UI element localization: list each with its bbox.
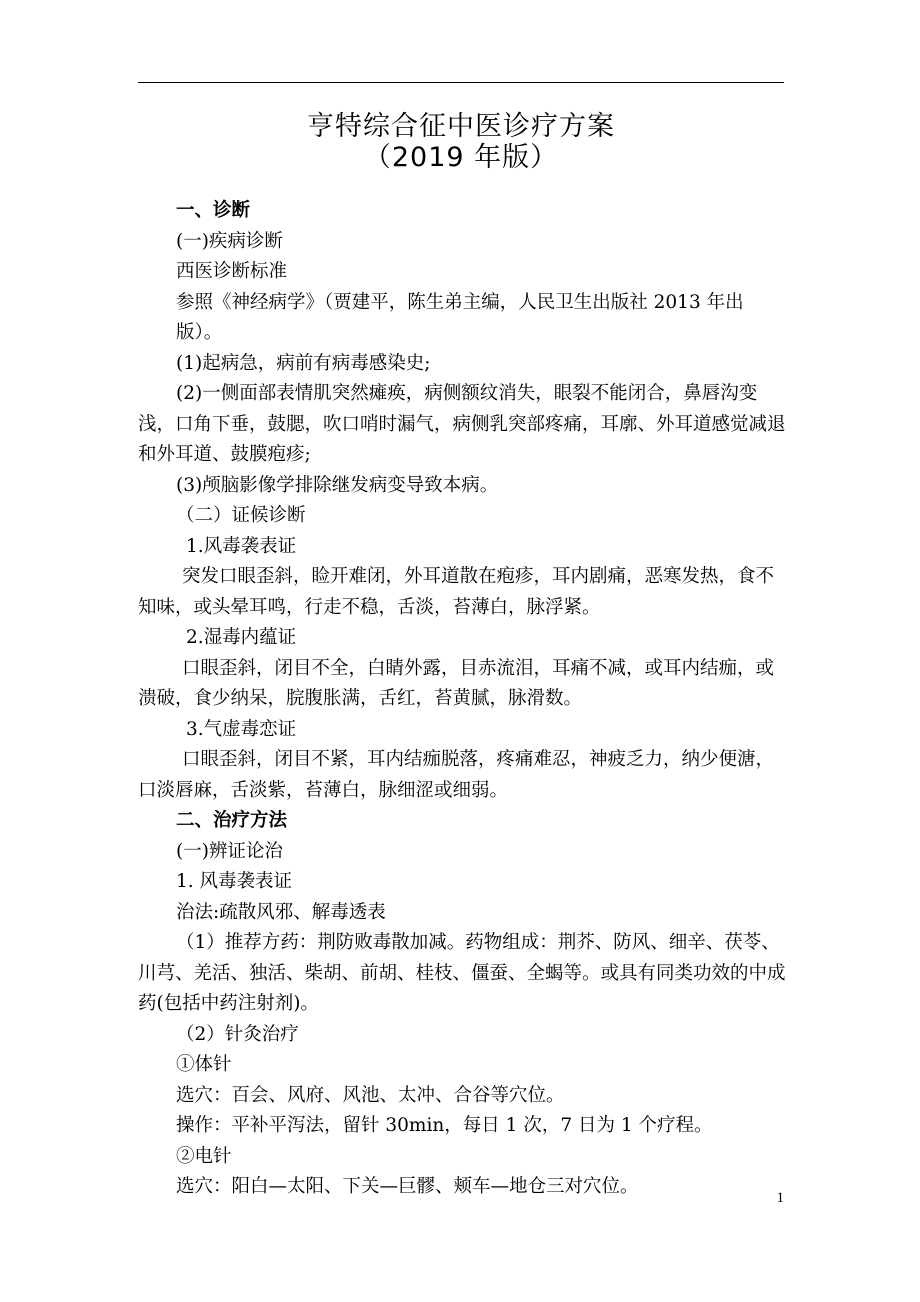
body-line: (3)颅脑影像学排除继发病变导致本病。 xyxy=(176,474,499,496)
page-number: 1 xyxy=(776,1190,784,1206)
section-heading: 一、诊断 xyxy=(176,200,251,221)
body-line: 选穴：阳白—太阳、下关—巨髎、颊车—地仓三对穴位。 xyxy=(176,1176,639,1197)
body-line: 操作：平补平泻法，留针 30min，每日 1 次，7 日为 1 个疗程。 xyxy=(176,1115,713,1136)
header-rule xyxy=(138,82,784,83)
body-paragraph: （1）推荐方药：荆防败毒散加减。药物组成：荆芥、防风、细辛、茯苓、川芎、羌活、独活、柴胡、前胡、桂枝、僵蚕、全蝎等。或具有同类功效的中成药(包括中药注射剂)。 xyxy=(138,932,786,1014)
body-line: ②电针 xyxy=(176,1145,232,1167)
pattern-heading: 3.气虚毒恋证 xyxy=(186,718,297,740)
body-paragraph: 口眼歪斜，闭目不紧，耳内结痂脱落，疼痛难忍，神疲乏力，纳少便溏，口淡唇麻，舌淡紫，苔薄白，脉细涩或细弱。 xyxy=(138,749,775,801)
body-line: 参照《神经病学》（贾建平，陈生弟主编，人民卫生出版社 2013 年出版）。 xyxy=(176,291,744,343)
subsection-heading: （二）证候诊断 xyxy=(176,505,306,526)
subsection-heading: (一)辨证论治 xyxy=(176,840,283,862)
section-heading: 二、治疗方法 xyxy=(176,810,288,831)
body-line: （2）针灸治疗 xyxy=(176,1023,299,1045)
body-line: 西医诊断标准 xyxy=(176,261,288,282)
body-line: ①体针 xyxy=(176,1054,232,1075)
body-line: (1)起病急，病前有病毒感染史; xyxy=(176,352,431,374)
pattern-heading: 1. 风毒袭表证 xyxy=(176,871,293,892)
body-line: 选穴：百会、风府、风池、太冲、合谷等穴位。 xyxy=(176,1084,565,1106)
document-subtitle: （2019 年版） xyxy=(363,142,559,173)
pattern-heading: 2.湿毒内蕴证 xyxy=(186,627,297,648)
pattern-heading: 1.风毒袭表证 xyxy=(186,535,297,557)
subsection-heading: (一)疾病诊断 xyxy=(176,230,283,252)
body-paragraph: 口眼歪斜，闭目不全，白睛外露，目赤流泪，耳痛不减，或耳内结痂，或溃破，食少纳呆，脘腹胀满，舌红，苔黄腻，脉滑数。 xyxy=(138,657,775,709)
document-title: 亨特综合征中医诊疗方案 xyxy=(307,111,615,142)
body-paragraph: (2)一侧面部表情肌突然瘫痪，病侧额纹消失，眼裂不能闭合，鼻唇沟变浅，口角下垂，鼓腮，吹口哨时漏气，病侧乳突部疼痛，耳廓、外耳道感觉减退和外耳道、鼓膜疱疹; xyxy=(138,383,786,465)
body-line: 治法:疏散风邪、解毒透表 xyxy=(176,901,386,923)
body-paragraph: 突发口眼歪斜，睑开难闭，外耳道散在疱疹，耳内剧痛，恶寒发热，食不知味，或头晕耳鸣，行走不稳，舌淡，苔薄白，脉浮紧。 xyxy=(138,566,775,618)
document-body xyxy=(138,196,786,1203)
